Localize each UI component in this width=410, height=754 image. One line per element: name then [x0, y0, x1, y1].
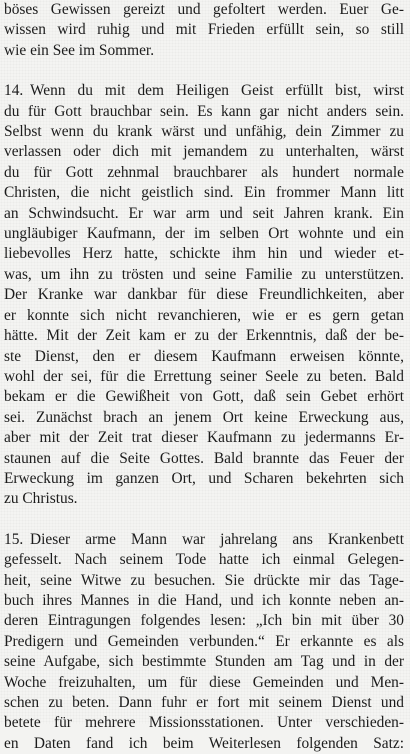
text-line	[4, 530, 404, 550]
paragraph-gap	[4, 61, 404, 81]
text-line	[4, 81, 404, 101]
text-line: aber mit der Zeit trat dieser Kaufmann zu jedermanns Er-	[4, 429, 404, 447]
text-line: wissen wird ruhig und mit Frieden erfüllt sein, so still	[4, 21, 404, 39]
text-line: liebevolles Herz hatte, schickte ihm hin und wieder et-	[4, 245, 404, 263]
text-line: ungläubiger Kaufmann, der im selben Ort wohnte und ein	[4, 225, 404, 243]
text-line: bekam er die Gewißheit von Gott, daß sein Gebet erhört	[4, 388, 404, 406]
text-line: deren Eintragungen folgendes lesen: „Ich bin mit über 30	[4, 612, 404, 630]
body-text	[4, 0, 404, 754]
text-line: hätte. Mit der Zeit kam er zu der Erkenntnis, daß der be-	[4, 327, 404, 345]
text-line: heit, seine Witwe zu besuchen. Sie drückte mir das Tage-	[4, 571, 404, 589]
paragraph-gap	[4, 510, 404, 530]
text-line-content: Dieser arme Mann war jahrelang ans Krankenbett	[30, 530, 404, 548]
paragraph-number: 15.	[4, 530, 24, 548]
text-line: betete für mehrere Missionsstationen. Unter verschieden-	[4, 714, 404, 732]
text-line: du für Gott zehnmal brauchbarer als hundert normale	[4, 163, 404, 181]
text-line: en Daten fand ich beim Weiterlesen folgenden Satz:	[4, 734, 404, 752]
text-line: gefesselt. Nach seinem Tode hatte ich einmal Gelegen-	[4, 551, 404, 569]
paragraph-14	[4, 81, 404, 510]
text-line: wie ein See im Sommer.	[4, 41, 155, 59]
text-line: er konnte sich nicht revanchieren, wie er es gern getan	[4, 306, 404, 324]
text-line: schen zu beten. Dann fuhr er fort mit seinem Dienst und	[4, 694, 404, 711]
text-line: wohl der sei, für die Errettung seiner Seele zu beten. Bald	[4, 367, 404, 385]
text-line: sei. Zunächst brach an jenem Ort keine Erweckung aus,	[4, 408, 404, 426]
text-line: zu Christus.	[4, 490, 78, 508]
paragraph-continuation	[4, 0, 404, 61]
text-line: Erweckung im ganzen Ort, und Scharen bekehrten sich	[4, 469, 404, 487]
text-line: Christen, die nicht geistlich sind. Ein frommer Mann litt	[4, 184, 404, 202]
text-line: Woche freizuhalten, um für diese Gemeinden und Men-	[4, 673, 404, 691]
text-line: Der Kranke war dankbar für diese Freundlichkeiten, aber	[4, 286, 404, 304]
text-line: böses Gewissen gereizt und gefoltert werden. Euer Ge-	[4, 1, 404, 18]
paragraph-number: 14.	[4, 82, 24, 100]
text-line: seine Aufgabe, sich bestimmte Stunden am Tag und in der	[4, 653, 404, 671]
text-line: ste Dienst, den er diesem Kaufmann erweisen könnte,	[4, 347, 404, 365]
text-line: staunen auf die Seite Gottes. Bald brannte das Feuer der	[4, 449, 404, 467]
text-line: Selbst wenn du krank wärst und unfähig, dein Zimmer zu	[4, 123, 404, 141]
text-line: was, um ihn zu trösten und seine Familie zu unterstützen.	[4, 265, 404, 283]
text-line-content: Wenn du mit dem Heiligen Geist erfüllt bist, wirst	[30, 82, 404, 100]
paragraph-15	[4, 530, 404, 754]
text-line: Predigern und Gemeinden verbunden.“ Er erkannte es als	[4, 632, 404, 650]
text-line: du für Gott brauchbar sein. Es kann gar nicht anders sein.	[4, 102, 404, 120]
text-line: verlassen oder dich mit jemandem zu unterhalten, wärst	[4, 143, 404, 161]
text-line: buch ihres Mannes in die Hand, und ich konnte neben an-	[4, 591, 404, 609]
text-line: an Schwindsucht. Er war arm und seit Jahren krank. Ein	[4, 204, 404, 222]
